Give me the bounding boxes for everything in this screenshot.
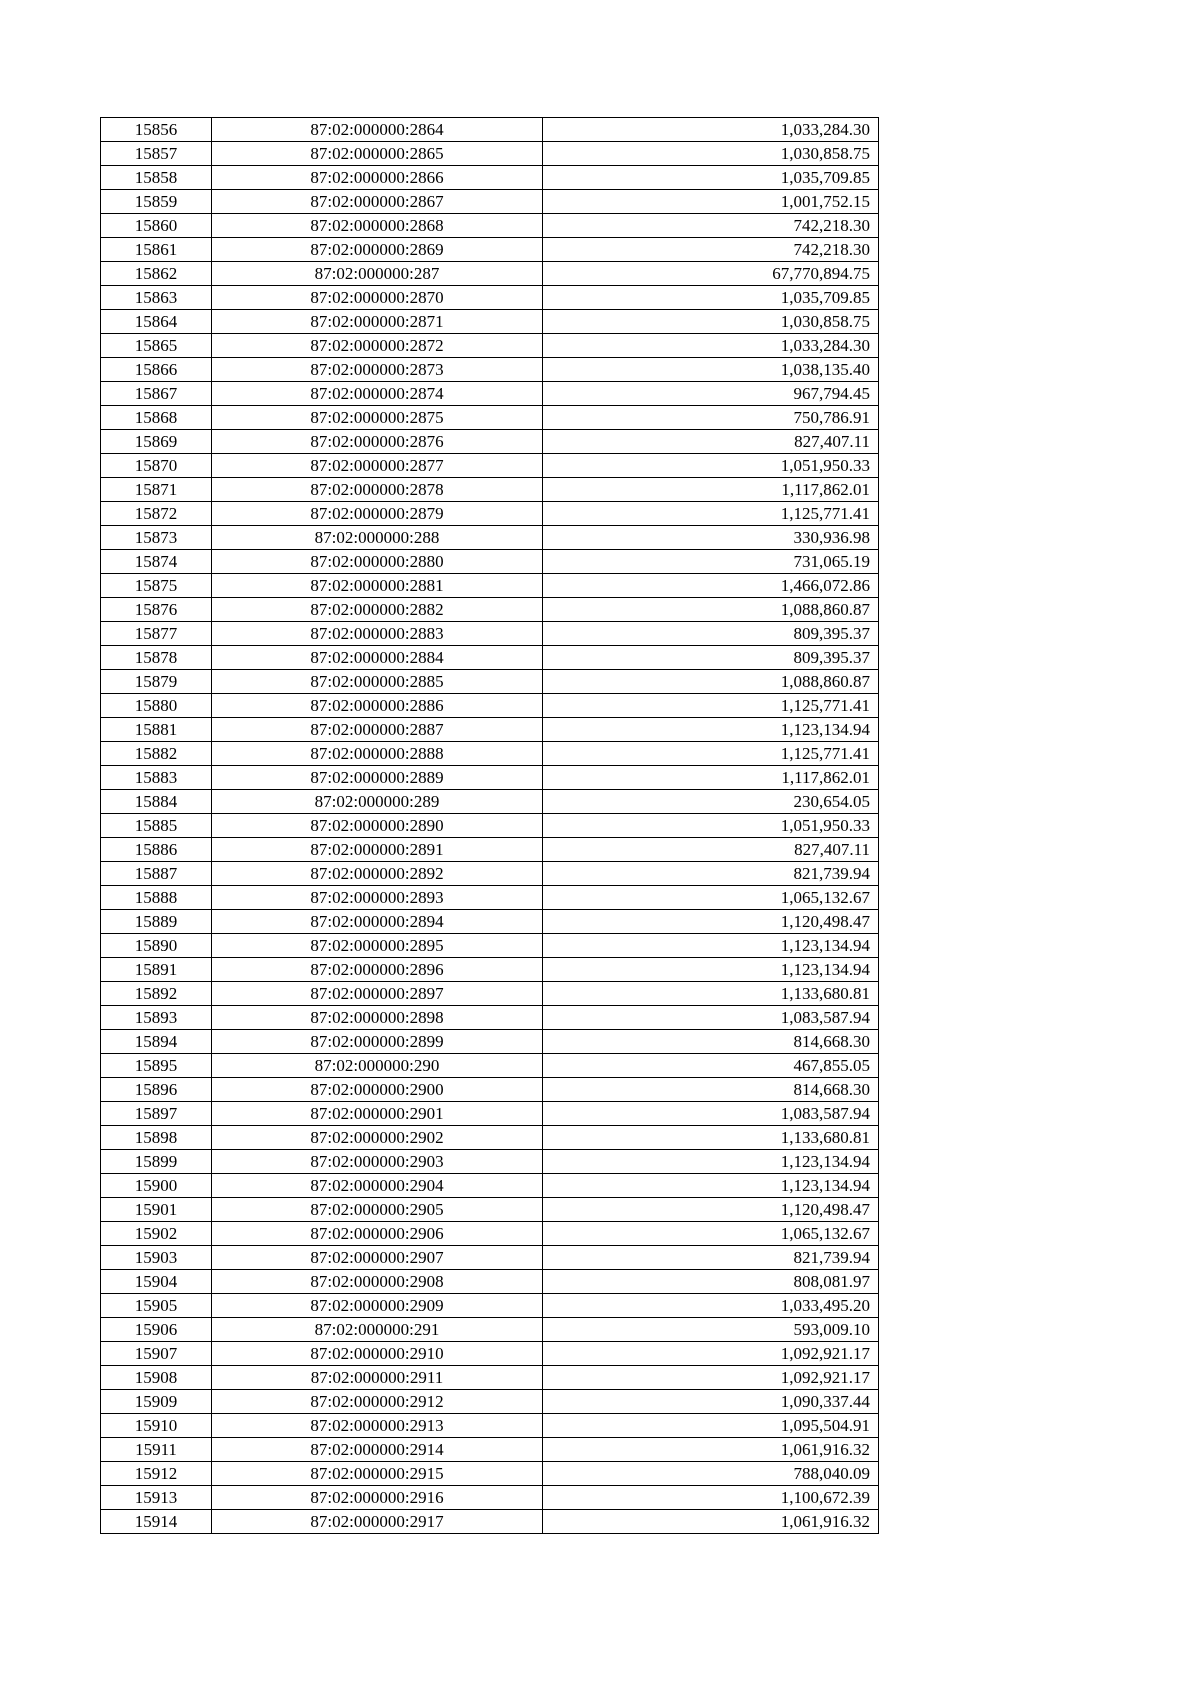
value-cell: 1,095,504.91 (543, 1414, 879, 1438)
value-cell: 1,083,587.94 (543, 1006, 879, 1030)
table-row (101, 526, 879, 550)
row-number-cell: 15880 (101, 694, 212, 718)
value-cell: 1,088,860.87 (543, 670, 879, 694)
row-number-cell: 15857 (101, 142, 212, 166)
value-cell: 788,040.09 (543, 1462, 879, 1486)
table-row (101, 358, 879, 382)
table-row (101, 1222, 879, 1246)
row-number-cell: 15895 (101, 1054, 212, 1078)
row-number-cell: 15904 (101, 1270, 212, 1294)
row-number-cell: 15900 (101, 1174, 212, 1198)
table-row (101, 142, 879, 166)
cadastral-number-cell: 87:02:000000:2876 (212, 430, 543, 454)
table-row (101, 1126, 879, 1150)
value-cell: 1,065,132.67 (543, 886, 879, 910)
table-row (101, 1102, 879, 1126)
value-cell: 1,125,771.41 (543, 694, 879, 718)
cadastral-number-cell: 87:02:000000:2882 (212, 598, 543, 622)
cadastral-number-cell: 87:02:000000:2895 (212, 934, 543, 958)
row-number-cell: 15901 (101, 1198, 212, 1222)
row-number-cell: 15896 (101, 1078, 212, 1102)
value-cell: 1,123,134.94 (543, 1174, 879, 1198)
cadastral-number-cell: 87:02:000000:2881 (212, 574, 543, 598)
table-row (101, 310, 879, 334)
cadastral-number-cell: 87:02:000000:2869 (212, 238, 543, 262)
row-number-cell: 15890 (101, 934, 212, 958)
row-number-cell: 15906 (101, 1318, 212, 1342)
cadastral-number-cell: 87:02:000000:2898 (212, 1006, 543, 1030)
value-cell: 1,125,771.41 (543, 502, 879, 526)
value-cell: 1,120,498.47 (543, 1198, 879, 1222)
value-cell: 821,739.94 (543, 862, 879, 886)
cadastral-number-cell: 87:02:000000:2883 (212, 622, 543, 646)
value-cell: 809,395.37 (543, 622, 879, 646)
row-number-cell: 15909 (101, 1390, 212, 1414)
cadastral-number-cell: 87:02:000000:2903 (212, 1150, 543, 1174)
row-number-cell: 15881 (101, 718, 212, 742)
row-number-cell: 15865 (101, 334, 212, 358)
cadastral-number-cell: 87:02:000000:288 (212, 526, 543, 550)
table-row (101, 1462, 879, 1486)
table-row (101, 670, 879, 694)
cadastral-number-cell: 87:02:000000:2916 (212, 1486, 543, 1510)
table-row (101, 1054, 879, 1078)
value-cell: 1,117,862.01 (543, 766, 879, 790)
table-row (101, 1078, 879, 1102)
table-row (101, 646, 879, 670)
value-cell: 330,936.98 (543, 526, 879, 550)
row-number-cell: 15875 (101, 574, 212, 598)
cadastral-number-cell: 87:02:000000:2911 (212, 1366, 543, 1390)
cadastral-number-cell: 87:02:000000:2874 (212, 382, 543, 406)
table-row (101, 1246, 879, 1270)
value-cell: 1,038,135.40 (543, 358, 879, 382)
cadastral-number-cell: 87:02:000000:2889 (212, 766, 543, 790)
value-cell: 814,668.30 (543, 1030, 879, 1054)
cadastral-number-cell: 87:02:000000:289 (212, 790, 543, 814)
cadastral-number-cell: 87:02:000000:2892 (212, 862, 543, 886)
cadastral-number-cell: 87:02:000000:2891 (212, 838, 543, 862)
cadastral-number-cell: 87:02:000000:2917 (212, 1510, 543, 1534)
value-cell: 808,081.97 (543, 1270, 879, 1294)
cadastral-number-cell: 87:02:000000:2914 (212, 1438, 543, 1462)
cadastral-number-cell: 87:02:000000:2871 (212, 310, 543, 334)
table-row (101, 1486, 879, 1510)
row-number-cell: 15873 (101, 526, 212, 550)
value-cell: 1,133,680.81 (543, 1126, 879, 1150)
table-row (101, 1270, 879, 1294)
value-cell: 230,654.05 (543, 790, 879, 814)
row-number-cell: 15905 (101, 1294, 212, 1318)
row-number-cell: 15869 (101, 430, 212, 454)
value-cell: 742,218.30 (543, 238, 879, 262)
cadastral-number-cell: 87:02:000000:2886 (212, 694, 543, 718)
row-number-cell: 15902 (101, 1222, 212, 1246)
value-cell: 67,770,894.75 (543, 262, 879, 286)
row-number-cell: 15879 (101, 670, 212, 694)
row-number-cell: 15860 (101, 214, 212, 238)
cadastral-number-cell: 87:02:000000:2885 (212, 670, 543, 694)
table-row (101, 1294, 879, 1318)
value-cell: 1,123,134.94 (543, 934, 879, 958)
value-cell: 1,035,709.85 (543, 286, 879, 310)
row-number-cell: 15893 (101, 1006, 212, 1030)
row-number-cell: 15908 (101, 1366, 212, 1390)
row-number-cell: 15911 (101, 1438, 212, 1462)
value-cell: 1,065,132.67 (543, 1222, 879, 1246)
value-cell: 1,030,858.75 (543, 310, 879, 334)
value-cell: 750,786.91 (543, 406, 879, 430)
value-cell: 742,218.30 (543, 214, 879, 238)
data-table (100, 117, 879, 1534)
row-number-cell: 15892 (101, 982, 212, 1006)
row-number-cell: 15903 (101, 1246, 212, 1270)
table-row (101, 502, 879, 526)
table-row (101, 838, 879, 862)
table-row (101, 742, 879, 766)
row-number-cell: 15856 (101, 118, 212, 142)
cadastral-number-cell: 87:02:000000:2878 (212, 478, 543, 502)
row-number-cell: 15863 (101, 286, 212, 310)
value-cell: 1,033,495.20 (543, 1294, 879, 1318)
value-cell: 1,035,709.85 (543, 166, 879, 190)
table-row (101, 190, 879, 214)
row-number-cell: 15888 (101, 886, 212, 910)
cadastral-number-cell: 87:02:000000:2888 (212, 742, 543, 766)
cadastral-number-cell: 87:02:000000:290 (212, 1054, 543, 1078)
row-number-cell: 15894 (101, 1030, 212, 1054)
table-row (101, 454, 879, 478)
value-cell: 1,088,860.87 (543, 598, 879, 622)
row-number-cell: 15914 (101, 1510, 212, 1534)
table-row (101, 262, 879, 286)
value-cell: 1,120,498.47 (543, 910, 879, 934)
row-number-cell: 15885 (101, 814, 212, 838)
row-number-cell: 15858 (101, 166, 212, 190)
cadastral-number-cell: 87:02:000000:2908 (212, 1270, 543, 1294)
value-cell: 1,083,587.94 (543, 1102, 879, 1126)
cadastral-number-cell: 87:02:000000:2910 (212, 1342, 543, 1366)
table-row (101, 718, 879, 742)
table-row (101, 118, 879, 142)
cadastral-number-cell: 87:02:000000:2907 (212, 1246, 543, 1270)
table-row (101, 574, 879, 598)
cadastral-number-cell: 87:02:000000:2912 (212, 1390, 543, 1414)
value-cell: 1,001,752.15 (543, 190, 879, 214)
table-row (101, 622, 879, 646)
value-cell: 1,090,337.44 (543, 1390, 879, 1414)
value-cell: 1,123,134.94 (543, 718, 879, 742)
value-cell: 1,100,672.39 (543, 1486, 879, 1510)
cadastral-number-cell: 87:02:000000:2875 (212, 406, 543, 430)
row-number-cell: 15899 (101, 1150, 212, 1174)
cadastral-number-cell: 87:02:000000:2868 (212, 214, 543, 238)
value-cell: 1,030,858.75 (543, 142, 879, 166)
cadastral-number-cell: 87:02:000000:2896 (212, 958, 543, 982)
row-number-cell: 15874 (101, 550, 212, 574)
cadastral-number-cell: 87:02:000000:2902 (212, 1126, 543, 1150)
table-row (101, 982, 879, 1006)
value-cell: 1,051,950.33 (543, 454, 879, 478)
table-row (101, 334, 879, 358)
table-row (101, 382, 879, 406)
value-cell: 1,033,284.30 (543, 118, 879, 142)
cadastral-number-cell: 87:02:000000:287 (212, 262, 543, 286)
row-number-cell: 15861 (101, 238, 212, 262)
table-row (101, 1030, 879, 1054)
value-cell: 593,009.10 (543, 1318, 879, 1342)
cadastral-number-cell: 87:02:000000:2865 (212, 142, 543, 166)
row-number-cell: 15887 (101, 862, 212, 886)
table-row (101, 1150, 879, 1174)
table-body (101, 118, 879, 1534)
row-number-cell: 15912 (101, 1462, 212, 1486)
table-row (101, 478, 879, 502)
row-number-cell: 15913 (101, 1486, 212, 1510)
table-row (101, 1174, 879, 1198)
value-cell: 1,123,134.94 (543, 958, 879, 982)
cadastral-number-cell: 87:02:000000:2873 (212, 358, 543, 382)
value-cell: 1,092,921.17 (543, 1342, 879, 1366)
table-row (101, 1366, 879, 1390)
row-number-cell: 15877 (101, 622, 212, 646)
value-cell: 827,407.11 (543, 430, 879, 454)
value-cell: 827,407.11 (543, 838, 879, 862)
table-row (101, 766, 879, 790)
value-cell: 1,117,862.01 (543, 478, 879, 502)
cadastral-number-cell: 87:02:000000:2909 (212, 1294, 543, 1318)
cadastral-number-cell: 87:02:000000:2897 (212, 982, 543, 1006)
value-cell: 1,051,950.33 (543, 814, 879, 838)
row-number-cell: 15872 (101, 502, 212, 526)
table-row (101, 550, 879, 574)
table-row (101, 814, 879, 838)
row-number-cell: 15878 (101, 646, 212, 670)
value-cell: 809,395.37 (543, 646, 879, 670)
row-number-cell: 15871 (101, 478, 212, 502)
cadastral-number-cell: 87:02:000000:2872 (212, 334, 543, 358)
table-row (101, 910, 879, 934)
table-row (101, 166, 879, 190)
cadastral-number-cell: 87:02:000000:2870 (212, 286, 543, 310)
cadastral-number-cell: 87:02:000000:2893 (212, 886, 543, 910)
value-cell: 1,466,072.86 (543, 574, 879, 598)
cadastral-number-cell: 87:02:000000:2915 (212, 1462, 543, 1486)
row-number-cell: 15910 (101, 1414, 212, 1438)
row-number-cell: 15868 (101, 406, 212, 430)
cadastral-number-cell: 87:02:000000:2905 (212, 1198, 543, 1222)
value-cell: 731,065.19 (543, 550, 879, 574)
table-row (101, 1318, 879, 1342)
row-number-cell: 15862 (101, 262, 212, 286)
table-row (101, 862, 879, 886)
table-row (101, 286, 879, 310)
cadastral-number-cell: 87:02:000000:2900 (212, 1078, 543, 1102)
table-row (101, 598, 879, 622)
cadastral-number-cell: 87:02:000000:2880 (212, 550, 543, 574)
value-cell: 814,668.30 (543, 1078, 879, 1102)
cadastral-number-cell: 87:02:000000:2906 (212, 1222, 543, 1246)
row-number-cell: 15883 (101, 766, 212, 790)
row-number-cell: 15882 (101, 742, 212, 766)
table-row (101, 406, 879, 430)
value-cell: 1,123,134.94 (543, 1150, 879, 1174)
row-number-cell: 15898 (101, 1126, 212, 1150)
table-row (101, 430, 879, 454)
cadastral-number-cell: 87:02:000000:2904 (212, 1174, 543, 1198)
table-row (101, 1006, 879, 1030)
cadastral-number-cell: 87:02:000000:2877 (212, 454, 543, 478)
cadastral-number-cell: 87:02:000000:2866 (212, 166, 543, 190)
cadastral-number-cell: 87:02:000000:2901 (212, 1102, 543, 1126)
value-cell: 467,855.05 (543, 1054, 879, 1078)
row-number-cell: 15876 (101, 598, 212, 622)
table-row (101, 1198, 879, 1222)
cadastral-number-cell: 87:02:000000:2887 (212, 718, 543, 742)
row-number-cell: 15886 (101, 838, 212, 862)
row-number-cell: 15897 (101, 1102, 212, 1126)
table-row (101, 1390, 879, 1414)
cadastral-number-cell: 87:02:000000:2884 (212, 646, 543, 670)
table-row (101, 238, 879, 262)
cadastral-number-cell: 87:02:000000:2864 (212, 118, 543, 142)
value-cell: 1,125,771.41 (543, 742, 879, 766)
cadastral-number-cell: 87:02:000000:291 (212, 1318, 543, 1342)
row-number-cell: 15866 (101, 358, 212, 382)
table-row (101, 1342, 879, 1366)
value-cell: 967,794.45 (543, 382, 879, 406)
value-cell: 1,061,916.32 (543, 1438, 879, 1462)
value-cell: 1,133,680.81 (543, 982, 879, 1006)
table-row (101, 214, 879, 238)
table-row (101, 886, 879, 910)
table-row (101, 790, 879, 814)
table-row (101, 934, 879, 958)
cadastral-number-cell: 87:02:000000:2894 (212, 910, 543, 934)
value-cell: 1,033,284.30 (543, 334, 879, 358)
cadastral-number-cell: 87:02:000000:2913 (212, 1414, 543, 1438)
cadastral-number-cell: 87:02:000000:2867 (212, 190, 543, 214)
row-number-cell: 15870 (101, 454, 212, 478)
table-row (101, 1438, 879, 1462)
row-number-cell: 15864 (101, 310, 212, 334)
value-cell: 821,739.94 (543, 1246, 879, 1270)
cadastral-number-cell: 87:02:000000:2899 (212, 1030, 543, 1054)
cadastral-number-cell: 87:02:000000:2879 (212, 502, 543, 526)
row-number-cell: 15891 (101, 958, 212, 982)
value-cell: 1,092,921.17 (543, 1366, 879, 1390)
value-cell: 1,061,916.32 (543, 1510, 879, 1534)
table-row (101, 694, 879, 718)
row-number-cell: 15859 (101, 190, 212, 214)
row-number-cell: 15907 (101, 1342, 212, 1366)
cadastral-number-cell: 87:02:000000:2890 (212, 814, 543, 838)
table-row (101, 1510, 879, 1534)
row-number-cell: 15867 (101, 382, 212, 406)
row-number-cell: 15889 (101, 910, 212, 934)
table-row (101, 958, 879, 982)
row-number-cell: 15884 (101, 790, 212, 814)
table-row (101, 1414, 879, 1438)
